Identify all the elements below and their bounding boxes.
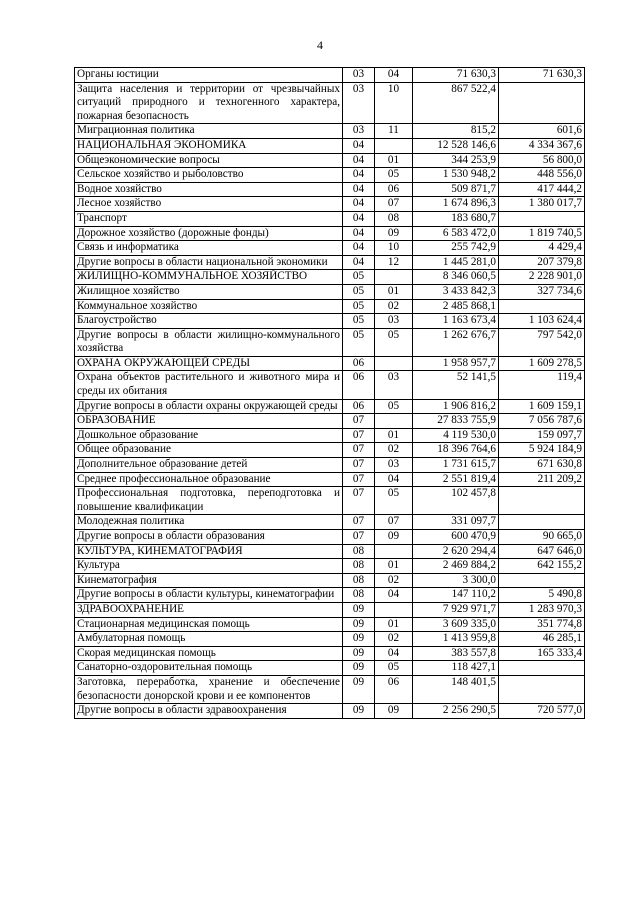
table-row (75, 443, 585, 458)
row-amount-federal-cell: 417 444,2 (499, 182, 585, 197)
table-row (75, 559, 585, 574)
row-amount-total-cell: 509 871,7 (413, 182, 499, 197)
row-amount-total-cell: 1 530 948,2 (413, 168, 499, 183)
table-row (75, 124, 585, 139)
row-section-cell: 09 (343, 602, 375, 617)
row-subsection-cell: 03 (375, 314, 413, 329)
row-name-cell: Другие вопросы в области здравоохранения (75, 704, 343, 719)
row-amount-federal-cell: 46 285,1 (499, 632, 585, 647)
row-section-cell: 08 (343, 573, 375, 588)
row-subsection-cell: 07 (375, 515, 413, 530)
row-amount-federal-cell: 119,4 (499, 371, 585, 399)
row-subsection-cell: 04 (375, 646, 413, 661)
row-section-cell: 05 (343, 284, 375, 299)
row-name-cell: Другие вопросы в области жилищно-коммунального хозяйства (75, 328, 343, 356)
row-name-cell: Лесное хозяйство (75, 197, 343, 212)
row-subsection-cell: 10 (375, 241, 413, 256)
row-amount-total-cell: 2 256 290,5 (413, 704, 499, 719)
table-row (75, 314, 585, 329)
row-name-cell: Органы юстиции (75, 68, 343, 83)
row-amount-federal-cell: 2 228 901,0 (499, 270, 585, 285)
row-amount-federal-cell: 448 556,0 (499, 168, 585, 183)
row-amount-total-cell: 8 346 060,5 (413, 270, 499, 285)
row-amount-total-cell: 867 522,4 (413, 82, 499, 124)
row-amount-federal-cell: 1 283 970,3 (499, 602, 585, 617)
row-name-cell: Охрана объектов растительного и животного мира и среды их обитания (75, 371, 343, 399)
row-amount-total-cell: 255 742,9 (413, 241, 499, 256)
row-amount-federal-cell: 1 380 017,7 (499, 197, 585, 212)
table-row (75, 632, 585, 647)
row-subsection-cell: 10 (375, 82, 413, 124)
row-amount-total-cell: 3 300,0 (413, 573, 499, 588)
row-amount-federal-cell (499, 211, 585, 226)
row-name-cell: КУЛЬТУРА, КИНЕМАТОГРАФИЯ (75, 544, 343, 559)
row-section-cell: 04 (343, 211, 375, 226)
row-section-cell: 08 (343, 544, 375, 559)
table-row (75, 704, 585, 719)
row-amount-total-cell: 2 620 294,4 (413, 544, 499, 559)
row-subsection-cell (375, 270, 413, 285)
row-name-cell: ЖИЛИЩНО-КОММУНАЛЬНОЕ ХОЗЯЙСТВО (75, 270, 343, 285)
row-name-cell: Другие вопросы в области культуры, кинематографии (75, 588, 343, 603)
row-amount-total-cell: 600 470,9 (413, 530, 499, 545)
row-section-cell: 04 (343, 241, 375, 256)
row-subsection-cell: 05 (375, 168, 413, 183)
row-subsection-cell: 01 (375, 284, 413, 299)
row-name-cell: Амбулаторная помощь (75, 632, 343, 647)
row-subsection-cell: 08 (375, 211, 413, 226)
row-section-cell: 03 (343, 82, 375, 124)
row-subsection-cell: 09 (375, 704, 413, 719)
table-row (75, 602, 585, 617)
row-amount-total-cell: 331 097,7 (413, 515, 499, 530)
row-subsection-cell: 05 (375, 661, 413, 676)
row-section-cell: 09 (343, 632, 375, 647)
row-amount-total-cell: 3 609 335,0 (413, 617, 499, 632)
table-row (75, 68, 585, 83)
row-subsection-cell: 09 (375, 226, 413, 241)
table-row (75, 399, 585, 414)
row-name-cell: Связь и информатика (75, 241, 343, 256)
row-amount-federal-cell: 720 577,0 (499, 704, 585, 719)
row-section-cell: 07 (343, 472, 375, 487)
row-amount-total-cell: 1 731 615,7 (413, 458, 499, 473)
row-amount-total-cell: 118 427,1 (413, 661, 499, 676)
table-row (75, 617, 585, 632)
row-name-cell: Молодежная политика (75, 515, 343, 530)
row-amount-total-cell: 52 141,5 (413, 371, 499, 399)
row-amount-federal-cell (499, 487, 585, 515)
row-name-cell: Защита населения и территории от чрезвычайных ситуаций природного и техногенного характера, пожарная безопасность (75, 82, 343, 124)
row-amount-total-cell: 1 958 957,7 (413, 356, 499, 371)
row-name-cell: Общеэкономические вопросы (75, 153, 343, 168)
row-section-cell: 07 (343, 443, 375, 458)
row-name-cell: ОБРАЗОВАНИЕ (75, 414, 343, 429)
table-row (75, 371, 585, 399)
table-row (75, 328, 585, 356)
row-section-cell: 03 (343, 68, 375, 83)
table-row (75, 472, 585, 487)
row-amount-federal-cell: 165 333,4 (499, 646, 585, 661)
row-subsection-cell: 12 (375, 255, 413, 270)
row-subsection-cell: 02 (375, 443, 413, 458)
row-amount-total-cell: 344 253,9 (413, 153, 499, 168)
row-amount-federal-cell: 642 155,2 (499, 559, 585, 574)
row-name-cell: Стационарная медицинская помощь (75, 617, 343, 632)
row-amount-total-cell: 1 906 816,2 (413, 399, 499, 414)
row-amount-total-cell: 102 457,8 (413, 487, 499, 515)
row-section-cell: 09 (343, 617, 375, 632)
row-amount-total-cell: 6 583 472,0 (413, 226, 499, 241)
row-section-cell: 05 (343, 270, 375, 285)
row-subsection-cell: 11 (375, 124, 413, 139)
row-amount-total-cell: 147 110,2 (413, 588, 499, 603)
row-section-cell: 06 (343, 356, 375, 371)
row-section-cell: 03 (343, 124, 375, 139)
row-amount-federal-cell: 5 490,8 (499, 588, 585, 603)
row-subsection-cell: 04 (375, 68, 413, 83)
table-row (75, 241, 585, 256)
row-name-cell: Другие вопросы в области охраны окружающей среды (75, 399, 343, 414)
row-subsection-cell: 02 (375, 299, 413, 314)
row-section-cell: 07 (343, 414, 375, 429)
row-name-cell: Другие вопросы в области образования (75, 530, 343, 545)
row-amount-total-cell: 2 551 819,4 (413, 472, 499, 487)
row-name-cell: Коммунальное хозяйство (75, 299, 343, 314)
row-amount-total-cell: 18 396 764,6 (413, 443, 499, 458)
row-amount-total-cell: 383 557,8 (413, 646, 499, 661)
row-section-cell: 07 (343, 530, 375, 545)
row-name-cell: Другие вопросы в области национальной экономики (75, 255, 343, 270)
row-subsection-cell (375, 602, 413, 617)
row-subsection-cell: 04 (375, 472, 413, 487)
row-amount-total-cell: 1 163 673,4 (413, 314, 499, 329)
table-row (75, 138, 585, 153)
row-section-cell: 09 (343, 661, 375, 676)
budget-table-body (75, 68, 585, 719)
table-row (75, 226, 585, 241)
row-amount-federal-cell (499, 661, 585, 676)
table-row (75, 82, 585, 124)
row-subsection-cell: 03 (375, 371, 413, 399)
table-row (75, 544, 585, 559)
table-row (75, 428, 585, 443)
row-name-cell: Дополнительное образование детей (75, 458, 343, 473)
row-subsection-cell: 01 (375, 153, 413, 168)
row-name-cell: Среднее профессиональное образование (75, 472, 343, 487)
row-amount-federal-cell: 5 924 184,9 (499, 443, 585, 458)
row-section-cell: 06 (343, 399, 375, 414)
row-section-cell: 04 (343, 153, 375, 168)
row-amount-federal-cell: 211 209,2 (499, 472, 585, 487)
row-section-cell: 07 (343, 428, 375, 443)
row-amount-federal-cell: 71 630,3 (499, 68, 585, 83)
table-row (75, 284, 585, 299)
row-amount-federal-cell: 4 429,4 (499, 241, 585, 256)
table-row (75, 515, 585, 530)
row-section-cell: 06 (343, 371, 375, 399)
row-amount-total-cell: 4 119 530,0 (413, 428, 499, 443)
row-amount-total-cell: 12 528 146,6 (413, 138, 499, 153)
row-amount-federal-cell (499, 515, 585, 530)
row-subsection-cell: 03 (375, 458, 413, 473)
table-row (75, 356, 585, 371)
row-subsection-cell (375, 138, 413, 153)
table-row (75, 661, 585, 676)
row-subsection-cell (375, 414, 413, 429)
row-amount-total-cell: 71 630,3 (413, 68, 499, 83)
table-row (75, 270, 585, 285)
row-amount-total-cell: 2 485 868,1 (413, 299, 499, 314)
row-section-cell: 05 (343, 314, 375, 329)
table-row (75, 646, 585, 661)
row-name-cell: Транспорт (75, 211, 343, 226)
row-amount-federal-cell: 351 774,8 (499, 617, 585, 632)
row-amount-federal-cell: 1 609 159,1 (499, 399, 585, 414)
table-row (75, 675, 585, 703)
row-subsection-cell: 09 (375, 530, 413, 545)
row-name-cell: Кинематография (75, 573, 343, 588)
row-section-cell: 09 (343, 646, 375, 661)
row-section-cell: 09 (343, 675, 375, 703)
row-name-cell: Дошкольное образование (75, 428, 343, 443)
table-row (75, 182, 585, 197)
row-amount-total-cell: 148 401,5 (413, 675, 499, 703)
row-section-cell: 04 (343, 226, 375, 241)
row-name-cell: Санаторно-оздоровительная помощь (75, 661, 343, 676)
row-subsection-cell: 05 (375, 328, 413, 356)
table-row (75, 530, 585, 545)
row-amount-federal-cell: 327 734,6 (499, 284, 585, 299)
row-section-cell: 08 (343, 559, 375, 574)
row-amount-total-cell: 1 413 959,8 (413, 632, 499, 647)
row-amount-total-cell: 2 469 884,2 (413, 559, 499, 574)
row-subsection-cell: 04 (375, 588, 413, 603)
row-section-cell: 07 (343, 487, 375, 515)
row-section-cell: 07 (343, 458, 375, 473)
row-name-cell: Сельское хозяйство и рыболовство (75, 168, 343, 183)
row-name-cell: Водное хозяйство (75, 182, 343, 197)
row-section-cell: 04 (343, 138, 375, 153)
row-amount-total-cell: 1 262 676,7 (413, 328, 499, 356)
row-amount-total-cell: 1 445 281,0 (413, 255, 499, 270)
table-row (75, 487, 585, 515)
row-subsection-cell: 02 (375, 573, 413, 588)
row-section-cell: 04 (343, 197, 375, 212)
row-amount-federal-cell (499, 82, 585, 124)
row-name-cell: Профессиональная подготовка, переподготовка и повышение квалификации (75, 487, 343, 515)
row-subsection-cell: 02 (375, 632, 413, 647)
page-number: 4 (317, 38, 323, 52)
row-amount-federal-cell: 647 646,0 (499, 544, 585, 559)
row-section-cell: 05 (343, 299, 375, 314)
row-section-cell: 04 (343, 182, 375, 197)
row-amount-total-cell: 183 680,7 (413, 211, 499, 226)
row-amount-federal-cell: 90 665,0 (499, 530, 585, 545)
row-amount-federal-cell: 1 609 278,5 (499, 356, 585, 371)
row-name-cell: НАЦИОНАЛЬНАЯ ЭКОНОМИКА (75, 138, 343, 153)
table-row (75, 197, 585, 212)
row-amount-federal-cell: 1 103 624,4 (499, 314, 585, 329)
row-subsection-cell: 05 (375, 487, 413, 515)
table-row (75, 588, 585, 603)
table-row (75, 153, 585, 168)
row-name-cell: ОХРАНА ОКРУЖАЮЩЕЙ СРЕДЫ (75, 356, 343, 371)
row-amount-federal-cell: 207 379,8 (499, 255, 585, 270)
row-subsection-cell: 06 (375, 182, 413, 197)
row-subsection-cell: 01 (375, 559, 413, 574)
row-amount-federal-cell: 601,6 (499, 124, 585, 139)
row-amount-federal-cell: 159 097,7 (499, 428, 585, 443)
row-amount-total-cell: 27 833 755,9 (413, 414, 499, 429)
row-subsection-cell: 06 (375, 675, 413, 703)
row-amount-federal-cell: 56 800,0 (499, 153, 585, 168)
row-amount-federal-cell (499, 573, 585, 588)
row-name-cell: Общее образование (75, 443, 343, 458)
table-row (75, 458, 585, 473)
table-row (75, 299, 585, 314)
row-amount-total-cell: 815,2 (413, 124, 499, 139)
table-row (75, 573, 585, 588)
row-amount-total-cell: 7 929 971,7 (413, 602, 499, 617)
row-section-cell: 04 (343, 168, 375, 183)
row-section-cell: 05 (343, 328, 375, 356)
row-amount-federal-cell: 797 542,0 (499, 328, 585, 356)
row-amount-federal-cell (499, 675, 585, 703)
row-amount-federal-cell: 7 056 787,6 (499, 414, 585, 429)
row-name-cell: Миграционная политика (75, 124, 343, 139)
row-subsection-cell: 05 (375, 399, 413, 414)
row-amount-federal-cell: 671 630,8 (499, 458, 585, 473)
row-amount-total-cell: 3 433 842,3 (413, 284, 499, 299)
row-amount-federal-cell (499, 299, 585, 314)
table-row (75, 255, 585, 270)
table-row (75, 211, 585, 226)
row-subsection-cell: 01 (375, 428, 413, 443)
row-name-cell: Жилищное хозяйство (75, 284, 343, 299)
row-section-cell: 04 (343, 255, 375, 270)
row-name-cell: Благоустройство (75, 314, 343, 329)
row-subsection-cell: 01 (375, 617, 413, 632)
row-amount-total-cell: 1 674 896,3 (413, 197, 499, 212)
row-amount-federal-cell: 4 334 367,6 (499, 138, 585, 153)
table-row (75, 168, 585, 183)
row-name-cell: Культура (75, 559, 343, 574)
row-name-cell: Скорая медицинская помощь (75, 646, 343, 661)
row-subsection-cell (375, 544, 413, 559)
row-amount-federal-cell: 1 819 740,5 (499, 226, 585, 241)
row-name-cell: Заготовка, переработка, хранение и обеспечение безопасности донорской крови и ее компонентов (75, 675, 343, 703)
row-section-cell: 08 (343, 588, 375, 603)
row-name-cell: ЗДРАВООХРАНЕНИЕ (75, 602, 343, 617)
budget-table (74, 67, 585, 719)
row-subsection-cell: 07 (375, 197, 413, 212)
row-name-cell: Дорожное хозяйство (дорожные фонды) (75, 226, 343, 241)
row-section-cell: 09 (343, 704, 375, 719)
row-section-cell: 07 (343, 515, 375, 530)
row-subsection-cell (375, 356, 413, 371)
table-row (75, 414, 585, 429)
